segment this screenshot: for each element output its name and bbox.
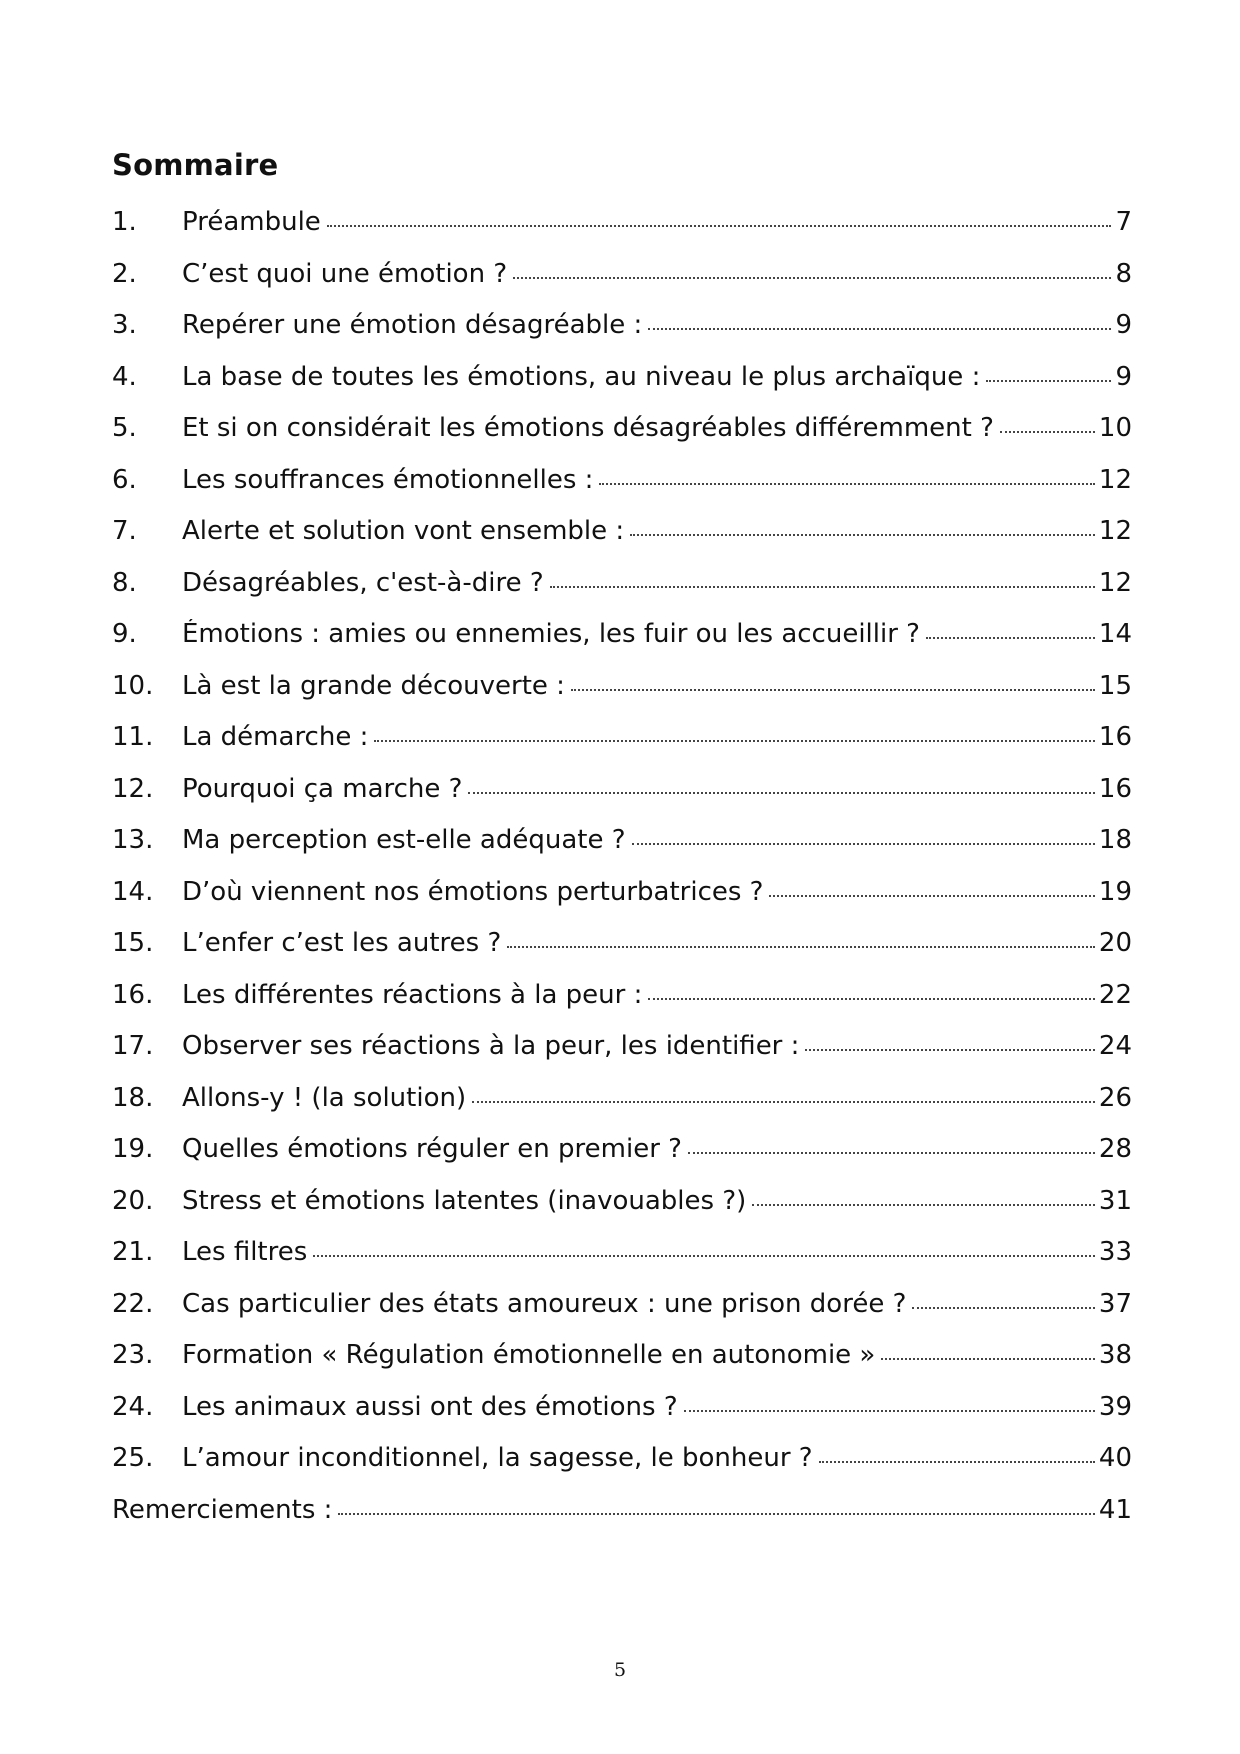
toc-entry-number: 19. [112,1134,154,1164]
toc-entry-page: 15 [1098,670,1132,701]
toc-entry-number: 6. [112,464,137,495]
toc-entry[interactable] [112,1134,1132,1186]
toc-dot-leader [507,944,1095,948]
toc-entry-number: 23. [112,1340,154,1370]
toc-dot-leader [769,893,1094,897]
toc-entry-number: 4. [112,361,137,392]
toc-entry-title: Allons-y ! (la solution) [182,1082,467,1113]
toc-entry-number: 9. [112,619,137,649]
toc-entry-page: 12 [1098,464,1132,495]
toc-entry[interactable] [112,825,1132,877]
toc-entry-number: 15. [112,928,154,958]
toc-entry-title: Les souffrances émotionnelles : [182,464,594,495]
toc-dot-leader [338,1511,1094,1515]
toc-entry-title: Repérer une émotion désagréable : [182,310,643,340]
toc-entry-title: Les animaux aussi ont des émotions ? [182,1391,678,1422]
toc-entry-title: Cas particulier des états amoureux : une prison dorée ? [182,1288,907,1319]
toc-entry-title: L’amour inconditionnel, la sagesse, le bonheur ? [182,1443,813,1473]
toc-entry[interactable] [112,1392,1132,1444]
toc-entry-page: 18 [1098,825,1132,855]
toc-entry-acknowledgements[interactable] [112,1495,1132,1547]
toc-entry[interactable] [112,722,1132,774]
toc-entry-number: 8. [112,567,137,598]
toc-entry-number: 25. [112,1443,154,1473]
toc-entry-number: 18. [112,1082,154,1113]
page-number: 5 [613,1659,627,1681]
toc-entry-title: Préambule [182,207,321,237]
toc-entry[interactable] [112,619,1132,671]
toc-entry[interactable] [112,310,1132,362]
toc-entry-page: 31 [1098,1185,1132,1216]
toc-entry-title: Là est la grande découverte : [182,670,565,701]
toc-dot-leader [472,1099,1095,1103]
toc-entry[interactable] [112,774,1132,826]
toc-entry-page: 28 [1098,1134,1132,1164]
toc-entry-title: D’où viennent nos émotions perturbatrices ? [182,876,764,907]
toc-entry-page: 9 [1115,361,1132,392]
toc-dot-leader [926,635,1095,639]
toc-title: Sommaire [112,148,279,182]
toc-dot-leader [986,378,1111,382]
toc-entry-page: 38 [1098,1340,1132,1370]
toc-entry-page: 24 [1098,1031,1132,1061]
toc-entry-page: 20 [1098,928,1132,958]
toc-entry-number: 5. [112,413,137,443]
toc-entry-title: Ma perception est-elle adéquate ? [182,825,626,855]
toc-entry[interactable] [112,1443,1132,1495]
toc-dot-leader [571,687,1095,691]
toc-entry-page: 10 [1098,413,1132,443]
toc-entry-page: 12 [1098,516,1132,546]
toc-dot-leader [688,1150,1095,1154]
toc-entry-number: 21. [112,1237,154,1267]
toc-dot-leader [599,481,1095,485]
toc-entry-title: Remerciements : [112,1494,333,1525]
toc-entry[interactable] [112,1031,1132,1083]
toc-dot-leader [805,1047,1095,1051]
toc-dot-leader [468,790,1094,794]
toc-entry-number: 22. [112,1288,154,1319]
toc-entry-number: 12. [112,773,154,804]
toc-entry-title: Émotions : amies ou ennemies, les fuir ou les accueillir ? [182,619,920,649]
toc-entry-number: 11. [112,722,154,752]
toc-entry-page: 40 [1098,1443,1132,1473]
toc-dot-leader [513,275,1111,279]
toc-entry[interactable] [112,516,1132,568]
toc-entry-number: 14. [112,876,154,907]
toc-entry-page: 39 [1098,1391,1132,1422]
toc-dot-leader [648,996,1095,1000]
toc-entry-title: La démarche : [182,722,369,752]
toc-entry-page: 7 [1115,207,1132,237]
toc-entry-number: 7. [112,516,137,546]
toc-entry[interactable] [112,207,1132,259]
toc-entry[interactable] [112,877,1132,929]
toc-entry[interactable] [112,568,1132,620]
toc-dot-leader [313,1253,1095,1257]
toc-entry-title: Désagréables, c'est-à-dire ? [182,567,544,598]
toc-dot-leader [327,223,1112,227]
toc-entry[interactable] [112,1289,1132,1341]
toc-dot-leader [648,326,1111,330]
toc-entry-page: 19 [1098,876,1132,907]
toc-entry-number: 1. [112,207,137,237]
toc-entry[interactable] [112,1237,1132,1289]
toc-entry-page: 9 [1115,310,1132,340]
toc-entry-title: Les filtres [182,1237,308,1267]
toc-entry-page: 26 [1098,1082,1132,1113]
toc-dot-leader [912,1305,1095,1309]
toc-entry-number: 2. [112,258,137,289]
toc-entry-title: Quelles émotions réguler en premier ? [182,1134,682,1164]
toc-entry-page: 8 [1115,258,1132,289]
toc-entry-page: 16 [1098,722,1132,752]
toc-entry-page: 14 [1098,619,1132,649]
toc-entry-title: Et si on considérait les émotions désagréables différemment ? [182,413,994,443]
toc-entry-page: 12 [1098,567,1132,598]
toc-dot-leader [684,1408,1095,1412]
toc-dot-leader [630,532,1095,536]
toc-entry[interactable] [112,1083,1132,1135]
toc-entry-number: 10. [112,670,154,701]
toc-entry[interactable] [112,1186,1132,1238]
toc-entry-title: Pourquoi ça marche ? [182,773,463,804]
toc-dot-leader [632,841,1095,845]
toc-entry-title: Alerte et solution vont ensemble : [182,516,625,546]
toc-entry-number: 16. [112,979,154,1010]
toc-entry[interactable] [112,671,1132,723]
toc-dot-leader [881,1356,1095,1360]
toc-entry[interactable] [112,413,1132,465]
toc-entry-number: 17. [112,1031,154,1061]
toc-entry-page: 37 [1098,1288,1132,1319]
toc-entry[interactable] [112,465,1132,517]
toc-entry-number: 20. [112,1185,154,1216]
toc-entry[interactable] [112,980,1132,1032]
toc-entry-number: 13. [112,825,154,855]
toc-entry-title: La base de toutes les émotions, au niveau le plus archaïque : [182,361,981,392]
toc-entry-number: 3. [112,310,137,340]
toc-entry-page: 33 [1098,1237,1132,1267]
toc-dot-leader [819,1459,1095,1463]
toc-dot-leader [752,1202,1095,1206]
toc-entry[interactable] [112,259,1132,311]
toc-list [112,207,1132,1546]
toc-dot-leader [550,584,1095,588]
toc-entry-title: L’enfer c’est les autres ? [182,928,502,958]
toc-dot-leader [374,738,1095,742]
toc-dot-leader [1000,429,1095,433]
toc-entry[interactable] [112,1340,1132,1392]
toc-entry[interactable] [112,928,1132,980]
toc-entry-page: 22 [1098,979,1132,1010]
toc-entry-page: 41 [1098,1494,1132,1525]
toc-entry-title: Stress et émotions latentes (inavouables ?) [182,1185,747,1216]
toc-entry[interactable] [112,362,1132,414]
toc-entry-title: Les différentes réactions à la peur : [182,979,643,1010]
toc-entry-title: Observer ses réactions à la peur, les identifier : [182,1031,800,1061]
toc-entry-page: 16 [1098,773,1132,804]
toc-entry-number: 24. [112,1391,154,1422]
toc-entry-title: Formation « Régulation émotionnelle en autonomie » [182,1340,876,1370]
toc-entry-title: C’est quoi une émotion ? [182,258,508,289]
